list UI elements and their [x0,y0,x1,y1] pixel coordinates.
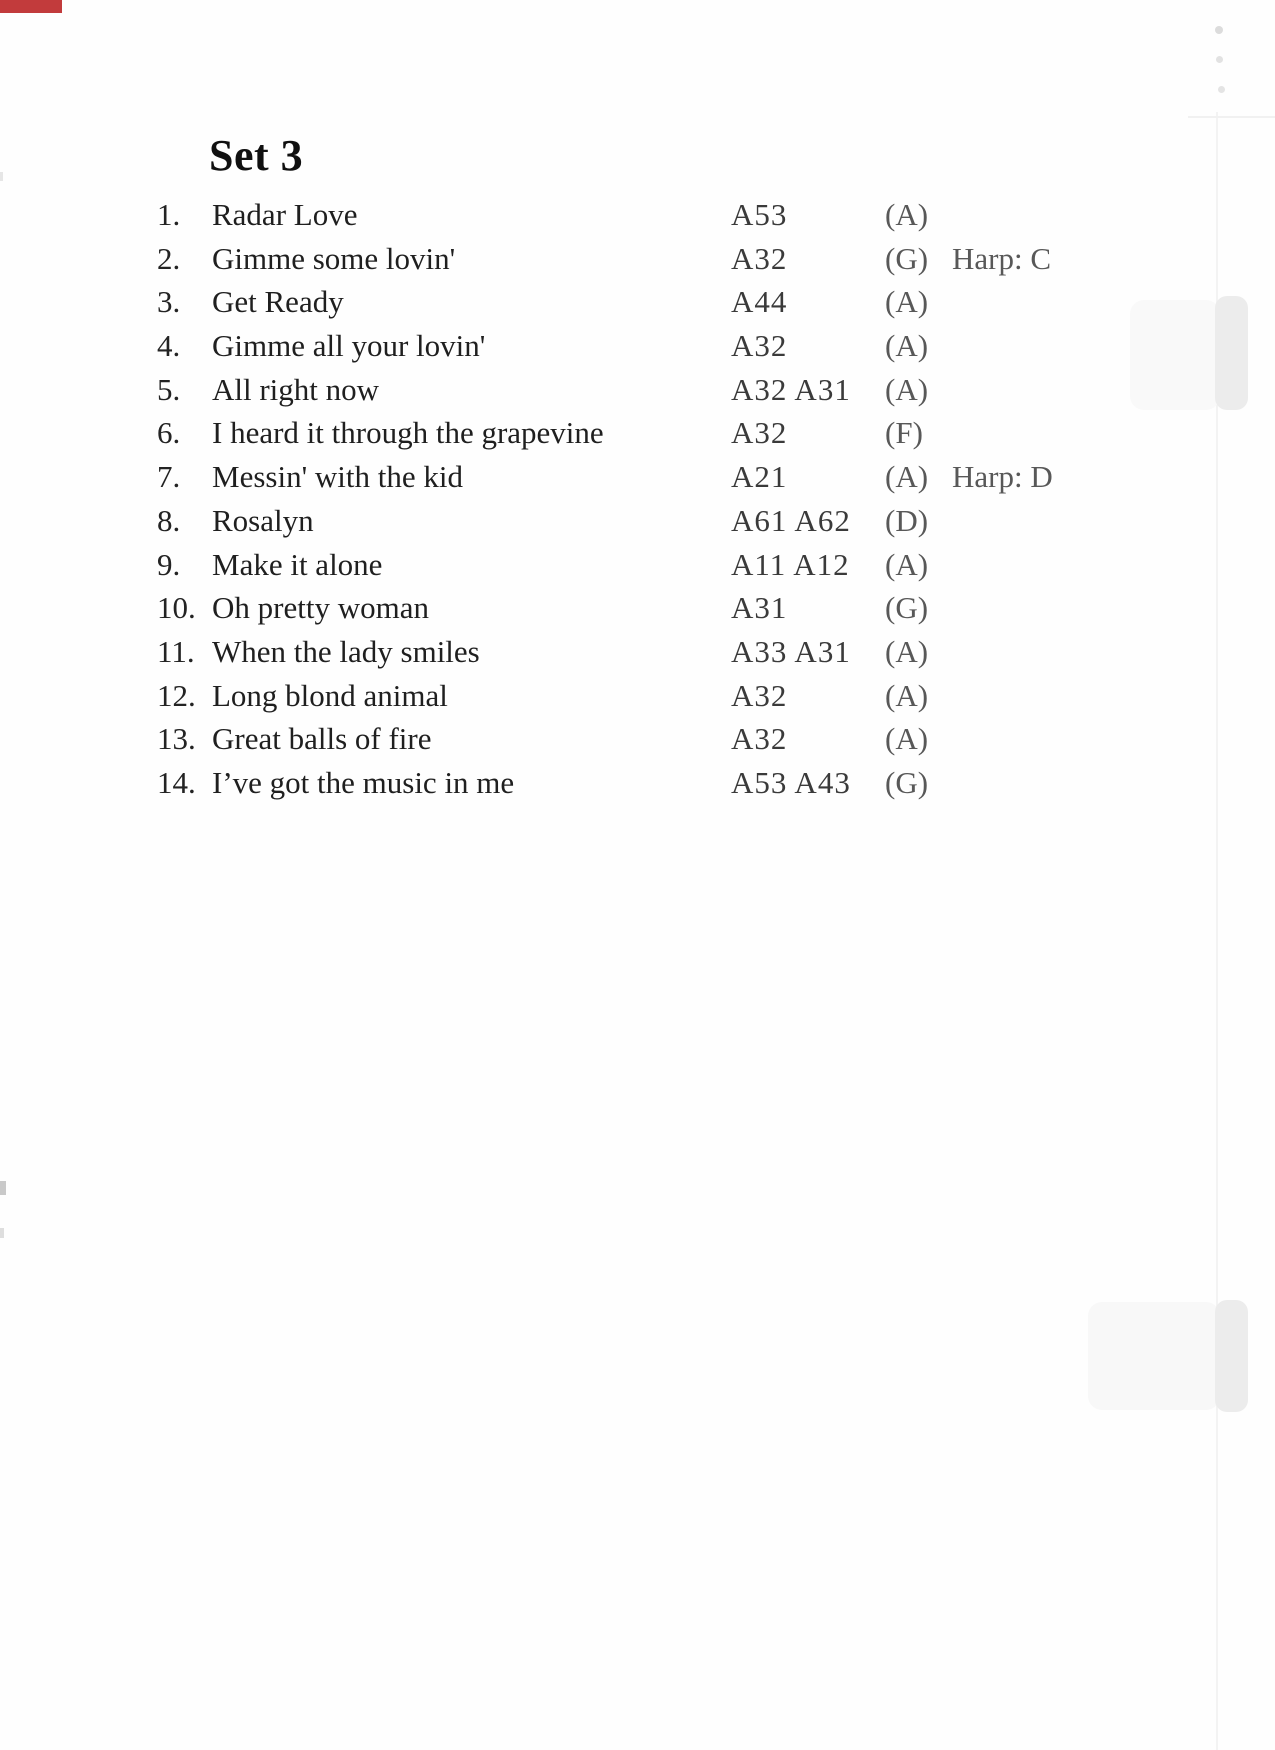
song-key: (G) [885,590,929,626]
scan-artifact-red-strip [0,0,62,13]
song-codes: A32 [731,415,788,451]
scan-artifact-smudge [1088,1302,1220,1410]
song-title: When the lady smiles [212,633,480,669]
song-codes: A11 A12 [731,546,850,582]
song-row [0,455,1275,499]
song-title: Great balls of fire [212,721,432,757]
song-key: (A) [885,284,929,320]
scan-artifact-tick [0,172,3,181]
song-codes: A53 A43 [731,764,851,800]
song-key: (A) [885,721,929,757]
song-row [0,368,1275,412]
song-codes: A44 [731,284,788,320]
song-row [0,324,1275,368]
song-title: I heard it through the grapevine [212,415,604,451]
page-title: Set 3 [209,131,304,180]
song-key: (A) [885,677,929,713]
song-row [0,543,1275,587]
song-key: (A) [885,371,929,407]
song-number: 10. [157,590,196,626]
song-codes: A32 [731,677,788,713]
song-title: Gimme some lovin' [212,240,456,276]
song-number: 13. [157,721,196,757]
song-title: I’ve got the music in me [212,764,515,800]
song-row [0,761,1275,805]
song-title: Gimme all your lovin' [212,328,486,364]
song-title: Oh pretty woman [212,590,429,626]
song-codes: A32 [731,240,788,276]
song-codes: A61 A62 [731,502,851,538]
song-harp: Harp: D [952,459,1053,495]
song-key: (A) [885,633,929,669]
song-row [0,411,1275,455]
song-title: Rosalyn [212,502,314,538]
song-codes: A31 [731,590,788,626]
song-harp: Harp: C [952,240,1052,276]
song-codes: A32 A31 [731,371,851,407]
song-row [0,674,1275,718]
song-codes: A21 [731,459,788,495]
scan-artifact-dot [1215,26,1223,34]
song-codes: A32 [731,328,788,364]
song-row [0,586,1275,630]
song-key: (G) [885,240,929,276]
song-number: 1. [157,197,181,232]
song-number: 11. [157,633,195,669]
song-key: (A) [885,328,929,364]
song-number: 5. [157,371,181,407]
song-number: 9. [157,546,181,582]
song-number: 7. [157,459,181,495]
song-row [0,717,1275,761]
song-codes: A33 A31 [731,633,851,669]
scan-artifact-edge-shadow [1215,1300,1248,1412]
song-number: 6. [157,415,181,451]
song-number: 2. [157,240,181,276]
song-key: (G) [885,764,929,800]
song-title: All right now [212,371,380,407]
scan-artifact-tick [0,1228,4,1238]
song-number: 14. [157,764,196,800]
song-row [0,193,1275,237]
scan-artifact-page-edge [1188,116,1275,118]
song-number: 12. [157,677,196,713]
song-key: (A) [885,459,929,495]
song-title: Long blond animal [212,677,448,713]
song-list [0,193,1275,805]
song-key: (A) [885,546,929,582]
song-codes: A32 [731,721,788,757]
song-codes: A53 [731,197,788,232]
song-key: (D) [885,502,929,538]
song-title: Make it alone [212,546,383,582]
scan-artifact-tick [0,1181,6,1195]
song-key: (F) [885,415,923,451]
song-row [0,630,1275,674]
song-number: 4. [157,328,181,364]
song-row [0,280,1275,324]
song-row [0,237,1275,281]
song-title: Radar Love [212,197,358,232]
song-number: 3. [157,284,181,320]
song-key: (A) [885,197,929,232]
song-number: 8. [157,502,181,538]
song-title: Get Ready [212,284,344,320]
song-row [0,499,1275,543]
scan-artifact-dot [1216,56,1223,63]
scan-artifact-dot [1218,86,1225,93]
song-title: Messin' with the kid [212,459,463,495]
